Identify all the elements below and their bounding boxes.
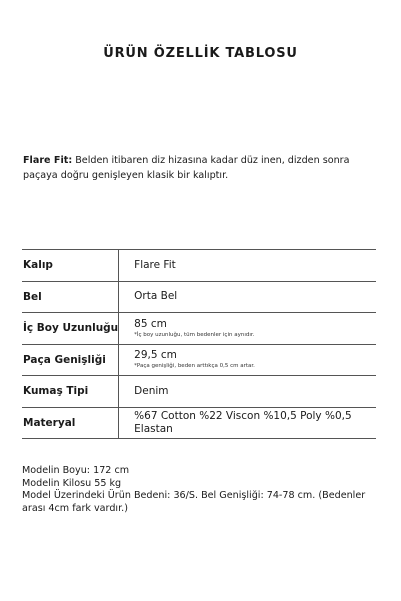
spec-key: Kalıp	[22, 250, 119, 282]
model-height: Modelin Boyu: 172 cm	[22, 465, 130, 476]
spec-value-cell	[119, 344, 376, 376]
spec-value-cell	[119, 313, 376, 345]
spec-value: Orta Bel	[134, 290, 178, 303]
spec-value: %67 Cotton %22 Viscon %10,5 Poly %0,5 Elastan	[134, 409, 352, 435]
spec-value-cell	[119, 407, 376, 439]
fit-label: Flare Fit	[23, 155, 69, 166]
model-size-info: Model Üzerindeki Ürün Bedeni: 36/S. Bel Genişliği: 74-78 cm. (Bedenler arası 4cm fark vardır.)	[22, 490, 366, 514]
spec-row-materyal	[22, 407, 376, 439]
spec-row-paca	[22, 344, 376, 376]
spec-key: İç Boy Uzunluğu	[22, 313, 119, 345]
spec-value-cell	[119, 250, 376, 282]
spec-value-cell	[119, 281, 376, 313]
spec-row-kumas	[22, 376, 376, 408]
spec-value: Denim	[134, 384, 169, 397]
spec-note: *Paça genişliği, beden arttıkça 0,5 cm artar.	[134, 363, 255, 370]
spec-note: *İç boy uzunluğu, tüm bedenler için aynıdır.	[134, 331, 255, 338]
spec-value: Flare Fit	[134, 258, 176, 271]
spec-row-ic-boy	[22, 313, 376, 345]
spec-table	[22, 249, 376, 439]
page-title: ÜRÜN ÖZELLİK TABLOSU	[103, 46, 298, 61]
spec-key: Bel	[22, 281, 119, 313]
spec-row-kalip	[22, 250, 376, 282]
fit-description	[23, 153, 383, 183]
model-info	[22, 465, 387, 515]
spec-key: Materyal	[22, 407, 119, 439]
spec-value: 85 cm	[134, 317, 167, 330]
spec-value-cell	[119, 376, 376, 408]
model-weight: Modelin Kilosu 55 kg	[22, 477, 122, 489]
fit-label-colon: :	[68, 155, 73, 166]
spec-row-bel	[22, 281, 376, 313]
spec-key: Paça Genişliği	[22, 344, 119, 376]
spec-key: Kumaş Tipi	[22, 376, 119, 408]
spec-value: 29,5 cm	[134, 349, 177, 362]
fit-description-text: Belden itibaren diz hizasına kadar düz inen, dizden sonra paçaya doğru genişleyen klasik bir kalıptır.	[23, 155, 350, 181]
